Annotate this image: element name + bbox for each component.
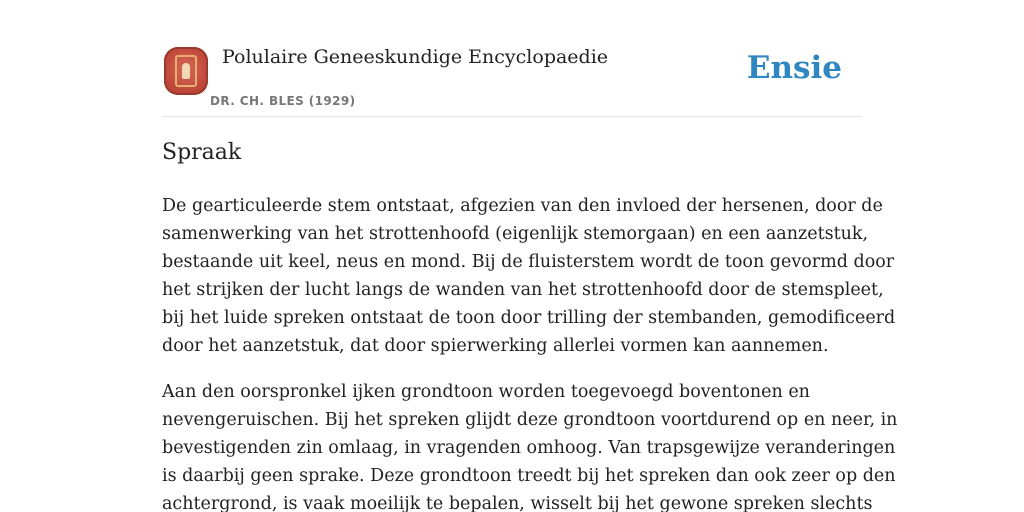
book-author: DR. CH. BLES (1929) xyxy=(210,94,356,108)
text-line: bij het luide spreken ontstaat de toon door trilling der stembanden, gemodificeerd xyxy=(162,308,896,328)
text-line: bestaande uit keel, neus en mond. Bij de fluisterstem wordt de toon gevormd door xyxy=(162,252,895,272)
text-line: achtergrond, is vaak moeilijk te bepalen, wisselt bij het gewone spreken slechts xyxy=(162,494,873,512)
article-body xyxy=(162,192,898,512)
site-header xyxy=(162,40,862,117)
book-cover-image[interactable] xyxy=(164,47,208,95)
text-line: De gearticuleerde stem ontstaat, afgezien van den invloed der hersenen, door de xyxy=(162,196,883,216)
text-line: is daarbij geen sprake. Deze grondtoon treedt bij het spreken dan ook zeer op den xyxy=(162,466,896,486)
paragraph xyxy=(162,192,896,360)
text-line: Aan den oorspronkel ijken grondtoon worden toegevoegd boventonen en xyxy=(162,382,810,402)
text-line: door het aanzetstuk, dat door spierwerking allerlei vormen kan aannemen. xyxy=(162,336,829,356)
text-line: nevengeruischen. Bij het spreken glijdt deze grondtoon voortdurend op en neer, in xyxy=(162,410,898,430)
article-title: Spraak xyxy=(162,140,242,165)
text-line: samenwerking van het strottenhoofd (eigenlijk stemorgaan) en een aanzetstuk, xyxy=(162,224,869,244)
text-line: het strijken der lucht langs de wanden van het strottenhoofd door de stemspleet, xyxy=(162,280,884,300)
text-line: bevestigenden zin omlaag, in vragenden omhoog. Van trapsgewijze veranderingen xyxy=(162,438,896,458)
cover-figure xyxy=(182,63,190,79)
book-title[interactable]: Polulaire Geneeskundige Encyclopaedie xyxy=(222,46,609,68)
brand-logo[interactable]: Ensie xyxy=(746,50,842,86)
paragraph xyxy=(162,378,898,512)
